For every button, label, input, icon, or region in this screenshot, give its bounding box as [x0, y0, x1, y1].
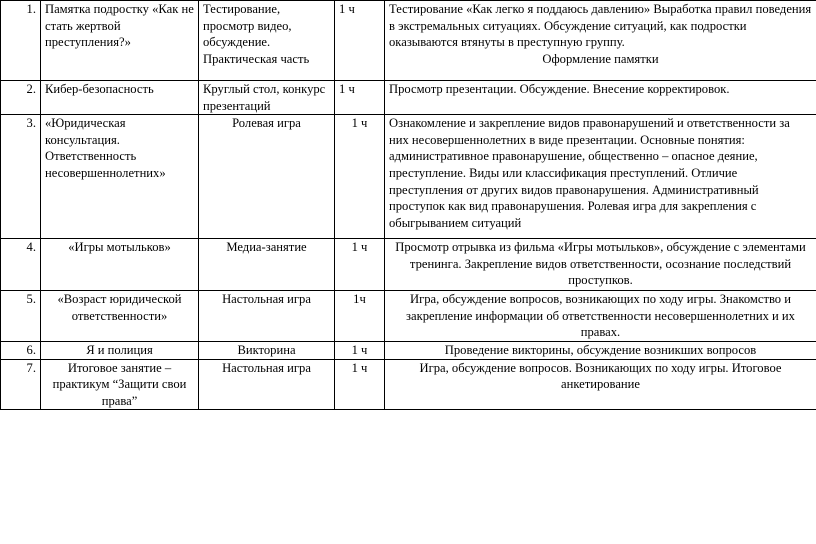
table-row	[1, 341, 816, 359]
topic-cell: Итоговое занятие – практикум “Защити свои права”	[41, 359, 199, 410]
topic-cell: «Возраст юридической ответственности»	[41, 291, 199, 342]
content-note: Оформление памятки	[542, 51, 659, 66]
hours-cell: 1 ч	[335, 239, 385, 291]
hours-cell: 1 ч	[335, 341, 385, 359]
table-row	[1, 1, 816, 81]
table-row	[1, 81, 816, 115]
content-text: Тестирование «Как легко я поддаюсь давлению» Выработка правил поведения в экстремальных ситуациях. Обсуждение ситуаций, как подростки оказываются втянуты в преступную группу.	[389, 2, 812, 50]
content-cell: Игра, обсуждение вопросов. Возникающих по ходу игры. Итоговое анкетирование	[385, 359, 816, 410]
table-row	[1, 115, 816, 239]
form-cell: Тестирование, просмотр видео, обсуждение. Практическая часть	[199, 1, 335, 81]
row-number: 3.	[1, 115, 41, 239]
row-number: 1.	[1, 1, 41, 81]
form-cell: Викторина	[199, 341, 335, 359]
hours-cell: 1 ч	[335, 81, 385, 115]
content-cell: Просмотр отрывка из фильма «Игры мотыльков», обсуждение с элементами тренинга. Закрепление видов ответственности, осознание последствий проступков.	[385, 239, 816, 291]
content-cell: Просмотр презентации. Обсуждение. Внесение корректировок.	[385, 81, 816, 115]
topic-cell: Кибер-безопасность	[41, 81, 199, 115]
content-cell: Игра, обсуждение вопросов, возникающих по ходу игры. Знакомство и закрепление информации об ответственности несовершеннолетних и их правах.	[385, 291, 816, 342]
topic-cell: Памятка подростку «Как не стать жертвой преступления?»	[41, 1, 199, 81]
table-row	[1, 359, 816, 410]
hours-cell: 1 ч	[335, 359, 385, 410]
topic-cell: «Юридическая консультация. Ответственность несовершеннолетних»	[41, 115, 199, 239]
row-number: 5.	[1, 291, 41, 342]
hours-cell: 1 ч	[335, 115, 385, 239]
content-cell: Ознакомление и закрепление видов правонарушений и ответственности за них несовершеннолетних в виде презентации. Основные понятия: административное правонарушение, общественно – опасное деяние, преступление. Виды или классификация преступлений. Отличие преступления от других видов правонарушения. Административный проступок как вид правонарушения. Ролевая игра для закрепления с обыгрыванием ситуаций	[385, 115, 816, 239]
form-cell: Медиа-занятие	[199, 239, 335, 291]
form-cell: Ролевая игра	[199, 115, 335, 239]
form-cell: Настольная игра	[199, 359, 335, 410]
topic-cell: «Игры мотыльков»	[41, 239, 199, 291]
row-number: 4.	[1, 239, 41, 291]
content-cell	[385, 1, 816, 81]
table-row	[1, 239, 816, 291]
topic-cell: Я и полиция	[41, 341, 199, 359]
form-cell: Настольная игра	[199, 291, 335, 342]
hours-cell: 1 ч	[335, 1, 385, 81]
table-row	[1, 291, 816, 342]
content-cell: Проведение викторины, обсуждение возникших вопросов	[385, 341, 816, 359]
row-number: 6.	[1, 341, 41, 359]
hours-cell: 1ч	[335, 291, 385, 342]
row-number: 2.	[1, 81, 41, 115]
form-cell: Круглый стол, конкурс презентаций	[199, 81, 335, 115]
row-number: 7.	[1, 359, 41, 410]
